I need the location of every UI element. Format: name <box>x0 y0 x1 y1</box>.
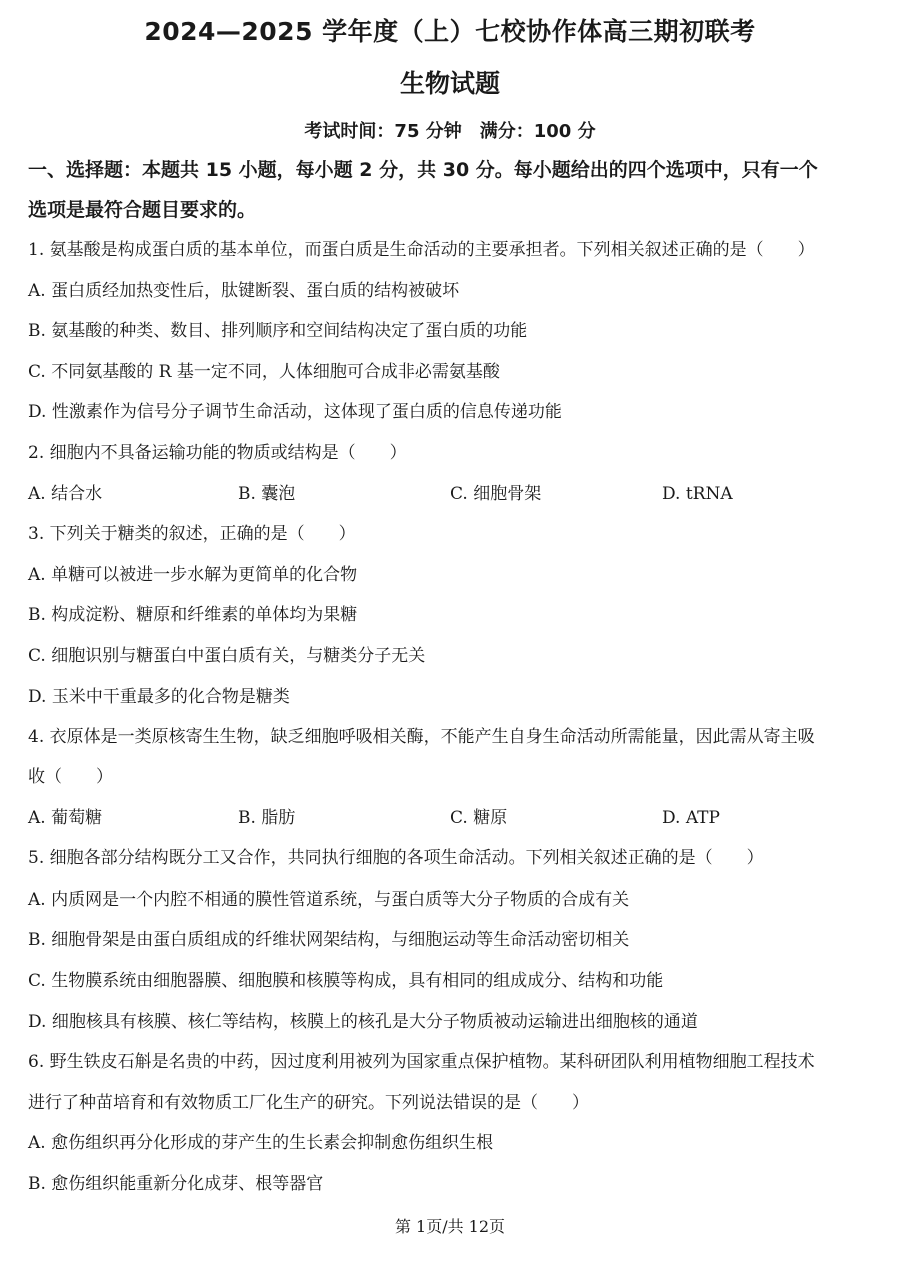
q5-option-c: C. 生物膜系统由细胞器膜、细胞膜和核膜等构成，具有相同的组成成分、结构和功能 <box>28 971 664 991</box>
q3-option-a: A. 单糖可以被进一步水解为更简单的化合物 <box>28 565 358 585</box>
q3-stem: 3. 下列关于糖类的叙述，正确的是（ ） <box>28 524 356 544</box>
q3-option-d: D. 玉米中干重最多的化合物是糖类 <box>28 687 290 707</box>
q2-option-a: A. 结合水 <box>28 484 103 504</box>
q6-stem-line2: 进行了种苗培育和有效物质工厂化生产的研究。下列说法错误的是（ ） <box>28 1093 589 1113</box>
q2-option-b: B. 囊泡 <box>238 484 296 504</box>
q4-option-b: B. 脂肪 <box>238 808 296 828</box>
q1-option-a: A. 蛋白质经加热变性后，肽键断裂、蛋白质的结构被破坏 <box>28 281 460 301</box>
q5-option-d: D. 细胞核具有核膜、核仁等结构，核膜上的核孔是大分子物质被动运输进出细胞核的通道 <box>28 1012 698 1032</box>
q5-option-a: A. 内质网是一个内腔不相通的膜性管道系统，与蛋白质等大分子物质的合成有关 <box>28 890 630 910</box>
q6-option-b: B. 愈伤组织能重新分化成芽、根等器官 <box>28 1174 324 1194</box>
section-heading-line1: 一、选择题：本题共 15 小题，每小题 2 分，共 30 分。每小题给出的四个选项中，只有一个 <box>28 159 818 181</box>
q2-option-c: C. 细胞骨架 <box>450 484 542 504</box>
q1-option-d: D. 性激素作为信号分子调节生命活动，这体现了蛋白质的信息传递功能 <box>28 402 562 422</box>
section-heading-line2: 选项是最符合题目要求的。 <box>28 199 257 221</box>
q2-option-d: D. tRNA <box>662 484 733 504</box>
q5-stem: 5. 细胞各部分结构既分工又合作，共同执行细胞的各项生命活动。下列相关叙述正确的是（ ） <box>28 848 764 868</box>
q4-option-d: D. ATP <box>662 808 720 828</box>
subject-title: 生物试题 <box>399 69 500 98</box>
page-number: 第 1页/共 12页 <box>394 1217 506 1236</box>
q1-stem: 1. 氨基酸是构成蛋白质的基本单位，而蛋白质是生命活动的主要承担者。下列相关叙述正确的是（ ） <box>28 240 815 260</box>
q4-option-c: C. 糖原 <box>450 808 508 828</box>
q3-option-c: C. 细胞识别与糖蛋白中蛋白质有关，与糖类分子无关 <box>28 646 426 666</box>
q3-option-b: B. 构成淀粉、糖原和纤维素的单体均为果糖 <box>28 605 358 625</box>
q4-stem-line1: 4. 衣原体是一类原核寄生生物，缺乏细胞呼吸相关酶，不能产生自身生命活动所需能量，因此需从寄主吸 <box>28 727 815 747</box>
q4-option-a: A. 葡萄糖 <box>28 808 103 828</box>
q6-stem-line1: 6. 野生铁皮石斛是名贵的中药，因过度利用被列为国家重点保护植物。某科研团队利用植物细胞工程技术 <box>28 1052 815 1072</box>
q1-option-b: B. 氨基酸的种类、数目、排列顺序和空间结构决定了蛋白质的功能 <box>28 321 528 341</box>
exam-info: 考试时间：75 分钟 满分：100 分 <box>304 121 596 142</box>
exam-title: 2024—2025 学年度（上）七校协作体高三期初联考 <box>144 17 756 46</box>
q6-option-a: A. 愈伤组织再分化形成的芽产生的生长素会抑制愈伤组织生根 <box>28 1133 494 1153</box>
q1-option-c: C. 不同氨基酸的 R 基一定不同，人体细胞可合成非必需氨基酸 <box>28 362 500 382</box>
q2-stem: 2. 细胞内不具备运输功能的物质或结构是（ ） <box>28 443 407 463</box>
q4-stem-line2: 收（ ） <box>28 767 113 787</box>
q5-option-b: B. 细胞骨架是由蛋白质组成的纤维状网架结构，与细胞运动等生命活动密切相关 <box>28 930 630 950</box>
